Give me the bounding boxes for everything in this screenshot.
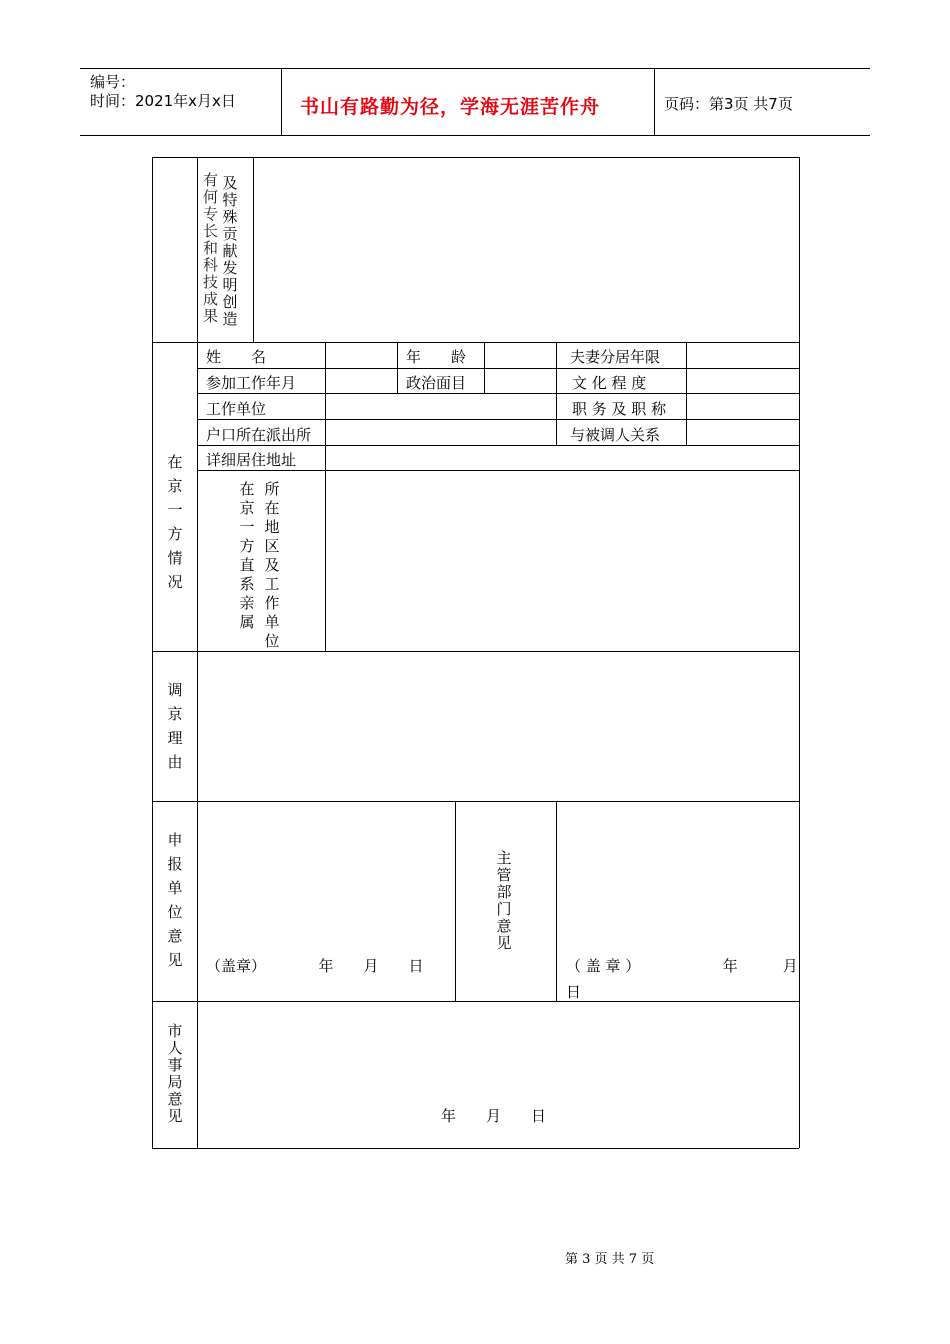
rule [397, 342, 398, 393]
bureau-date: 年 月 日 [441, 1107, 547, 1125]
header-bottom-rule [80, 135, 870, 136]
form-border-bottom [152, 1148, 799, 1149]
relatives-location-label: 所在地区及工作单位 [264, 480, 280, 650]
education-label: 文 化 程 度 [572, 374, 647, 392]
rule [152, 342, 799, 343]
achievements-label: 及特殊贡献发明创造 [222, 174, 238, 328]
address-label: 详细居住地址 [206, 451, 297, 469]
serial-number-label: 编号： [90, 73, 136, 91]
position-title-label: 职 务 及 职 称 [572, 400, 667, 418]
rule [197, 470, 799, 471]
rule [197, 445, 799, 446]
page-footer: 第 3 页 共 7 页 [565, 1252, 655, 1267]
residence-section-label: 在京一方情况 [167, 453, 183, 591]
relatives-label: 在京一方直系亲属 [239, 480, 255, 631]
date-label: 时间：2021年x月x日 [90, 92, 236, 110]
rule [556, 801, 557, 1001]
bureau-opinion-label: 市人事局意见 [167, 1022, 183, 1125]
political-status-label: 政治面目 [406, 374, 467, 392]
rule [253, 157, 254, 342]
page-number-label: 页码：第3页 共7页 [664, 95, 793, 113]
rule [152, 1001, 799, 1002]
name-label: 姓 名 [206, 348, 267, 366]
rule [455, 801, 456, 1001]
motto-text: 书山有路勤为径，学海无涯苦作舟 [300, 96, 601, 118]
form-border-right [799, 157, 800, 1148]
hukou-station-label: 户口所在派出所 [206, 426, 312, 444]
supervisor-opinion-label: 主管部门意见 [496, 849, 512, 952]
applicant-opinion-label: 申报单位意见 [167, 831, 183, 969]
achievements-label-cut: 有何专长和科技成果 [203, 171, 219, 325]
form-border-top [152, 157, 799, 158]
rule [325, 342, 326, 651]
age-label: 年 龄 [406, 348, 467, 366]
rule [197, 651, 198, 801]
rule [197, 157, 198, 342]
rule [556, 342, 557, 445]
header-top-rule [80, 68, 870, 69]
rule [197, 368, 799, 369]
rule [152, 651, 799, 652]
supervisor-seal-date: （ 盖 章 ） 年 月 [566, 957, 798, 975]
rule [686, 342, 687, 445]
header-divider-left [281, 68, 282, 135]
work-unit-label: 工作单位 [206, 400, 267, 418]
rule [197, 342, 198, 651]
rule [197, 393, 799, 394]
rule [197, 801, 198, 1001]
reason-label: 调京理由 [167, 681, 183, 771]
rule [152, 801, 799, 802]
separation-years-label: 夫妻分居年限 [570, 348, 661, 366]
applicant-seal-date: （盖章） 年 月 日 [206, 957, 424, 975]
supervisor-seal-day: 日 [566, 983, 582, 1001]
rule [484, 342, 485, 393]
rule [197, 419, 799, 420]
form-border-left [152, 157, 153, 1148]
rule [197, 1001, 198, 1148]
relation-label: 与被调人关系 [570, 426, 661, 444]
work-start-label: 参加工作年月 [206, 374, 297, 392]
header-divider-right [654, 68, 655, 135]
